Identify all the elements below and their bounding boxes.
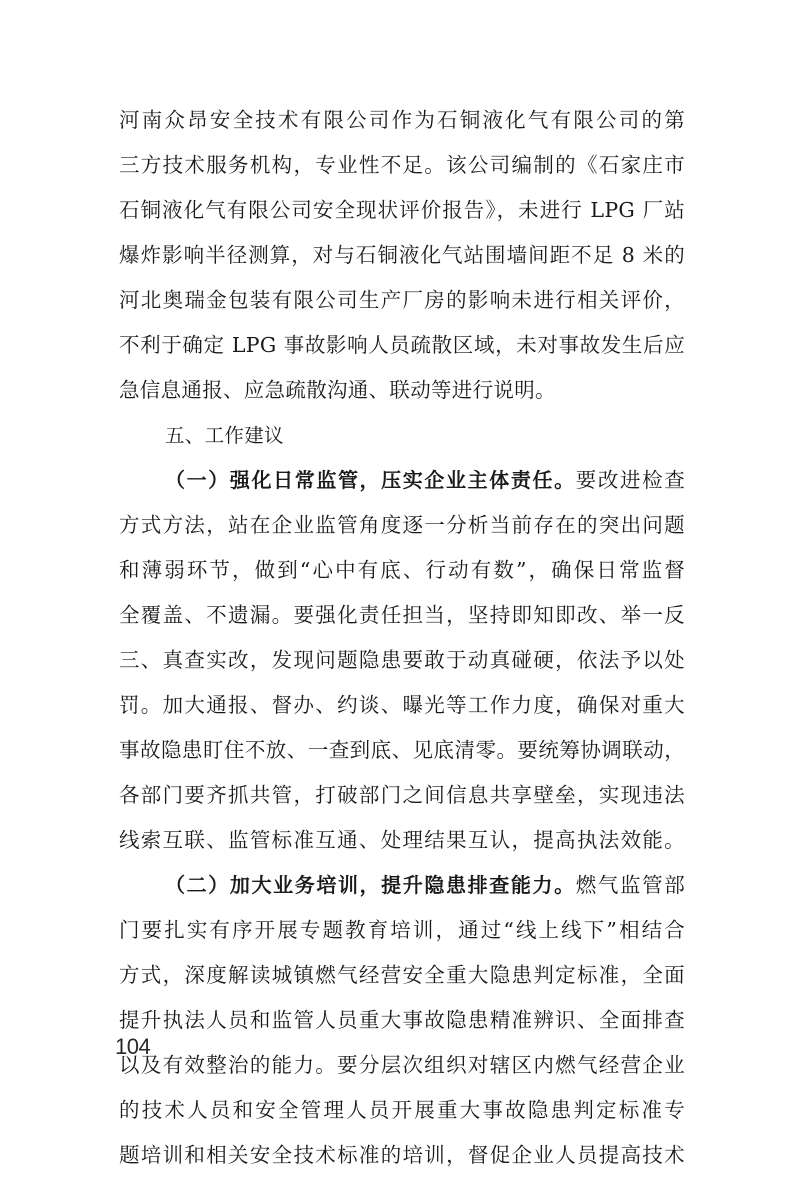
page-number: 104 [115, 1034, 151, 1059]
item-lead-rest: 燃气监管部 [575, 873, 686, 897]
text-line: 不利于确定 LPG 事故影响人员疏散区域，未对事故发生后应 [119, 333, 685, 357]
text-line: 石铜液化气有限公司安全现状评价报告》，未进行 LPG 厂站 [119, 198, 685, 222]
text-line: 题培训和相关安全技术标准的培训，督促企业人员提高技术 [119, 1143, 685, 1167]
body-text [119, 98, 685, 1178]
text-line: 门要扎实有序开展专题教育培训，通过“线上线下”相结合 [119, 918, 685, 942]
text-line: 方式方法，站在企业监管角度逐一分析当前存在的突出问题 [119, 513, 685, 537]
text-line: 罚。加大通报、督办、约谈、曝光等工作力度，确保对重大 [119, 693, 685, 717]
section-heading-work-suggestions: 五、工作建议 [165, 424, 284, 447]
paragraph-business-training [119, 863, 685, 1178]
text-line: 爆炸影响半径测算，对与石铜液化气站围墙间距不足 8 米的 [119, 243, 685, 267]
text-line: 和薄弱环节，做到“心中有底、行动有数”，确保日常监督 [119, 558, 685, 582]
text-line: 急信息通报、应急疏散沟通、联动等进行说明。 [119, 378, 556, 402]
text-line [119, 458, 685, 503]
item-lead-rest: 要改进检查 [575, 468, 686, 492]
text-line: 河南众昂安全技术有限公司作为石铜液化气有限公司的第 [119, 108, 685, 132]
text-line: 线索互联、监管标准互通、处理结果互认，提高执法效能。 [119, 828, 685, 852]
text-line: 全覆盖、不遗漏。要强化责任担当，坚持即知即改、举一反 [119, 603, 685, 627]
text-line: 提升执法人员和监管人员重大事故隐患精准辨识、全面排查 [119, 1008, 685, 1032]
paragraph-daily-supervision [119, 458, 685, 863]
text-line: 方式，深度解读城镇燃气经营安全重大隐患判定标准，全面 [119, 963, 685, 987]
text-line: 各部门要齐抓共管，打破部门之间信息共享壁垒，实现违法 [119, 783, 685, 807]
text-line: 河北奥瑞金包装有限公司生产厂房的影响未进行相关评价， [119, 288, 685, 312]
paragraph-third-party-service [119, 98, 685, 413]
text-line: 的技术人员和安全管理人员开展重大事故隐患判定标准专 [119, 1098, 685, 1122]
text-line: 三方技术服务机构，专业性不足。该公司编制的《石家庄市 [119, 153, 685, 177]
text-line: 以及有效整治的能力。要分层次组织对辖区内燃气经营企业 [119, 1053, 685, 1077]
text-line: 事故隐患盯住不放、一查到底、见底清零。要统筹协调联动， [119, 738, 685, 762]
text-line: 三、真查实改，发现问题隐患要敢于动真碰硬，依法予以处 [119, 648, 685, 672]
item-lead-heading: （二）加大业务培训，提升隐患排查能力。 [165, 873, 576, 897]
item-lead-heading: （一）强化日常监管，压实企业主体责任。 [165, 468, 576, 492]
text-line [119, 863, 685, 908]
